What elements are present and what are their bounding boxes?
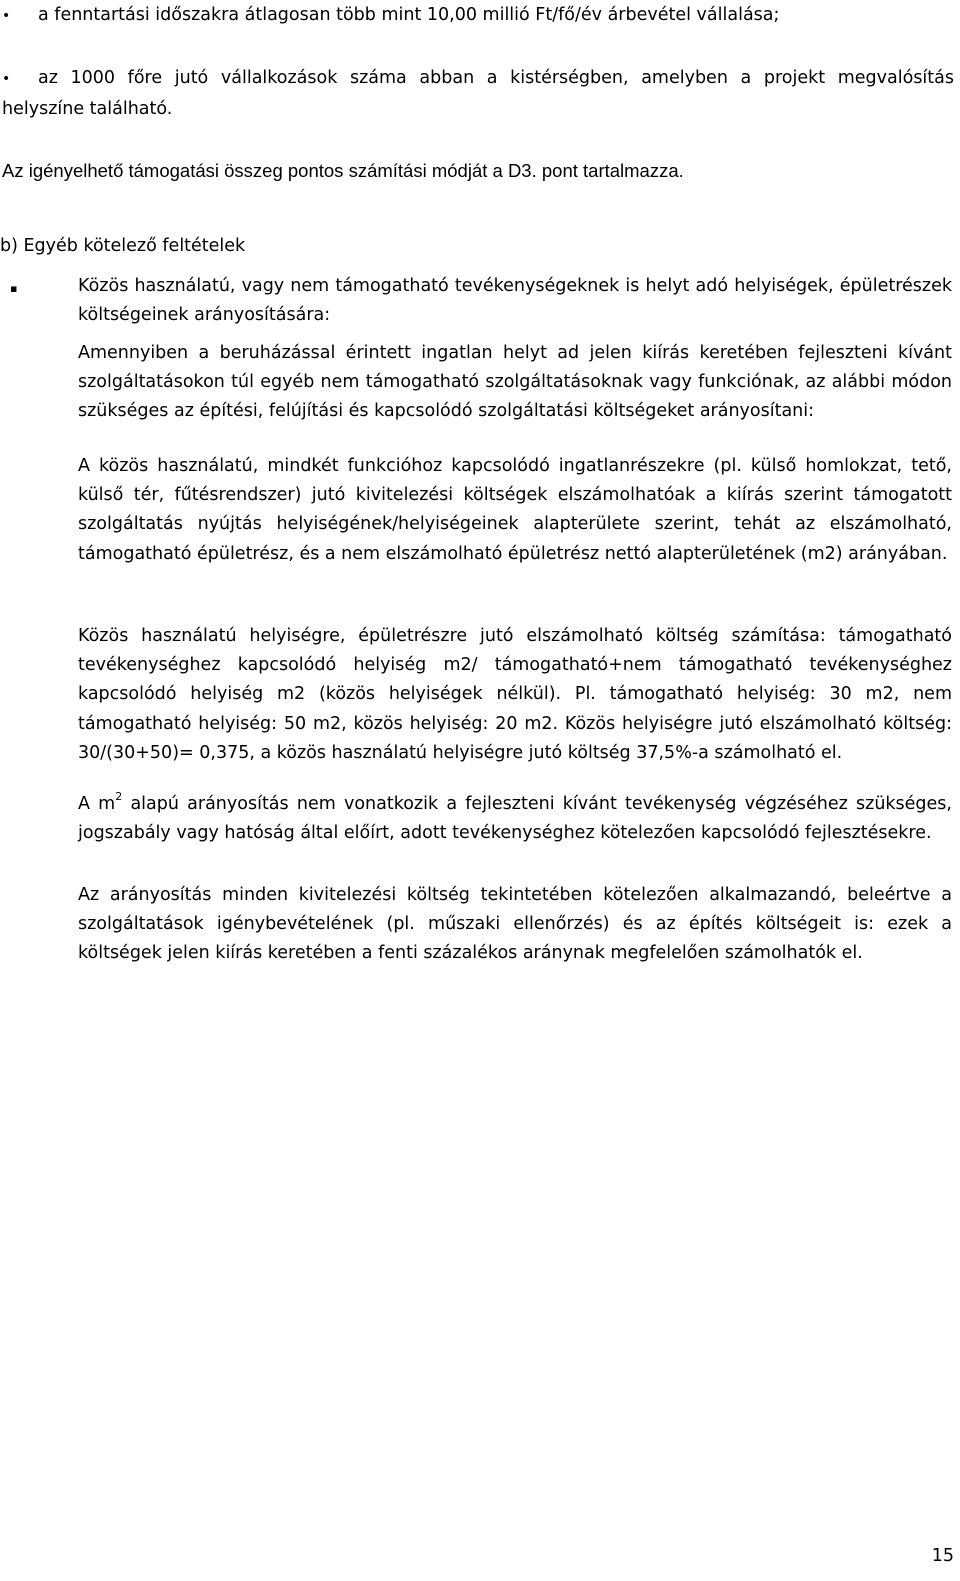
- section-b-item-title: Közös használatú, vagy nem támogatható tevékenységeknek is helyt adó helyiségek, épületrészek költségeinek arányosítására:: [78, 276, 952, 326]
- section-b-heading: b) Egyéb kötelező feltételek: [0, 236, 246, 256]
- bullet-dot-icon: •: [2, 71, 11, 87]
- bullet-text: a fenntartási időszakra átlagosan több mint 10,00 millió Ft/fő/év árbevétel vállalása;: [38, 5, 780, 25]
- paragraph-mandatory-proportioning: Az arányosítás minden kivitelezési költség tekintetében kötelezően alkalmazandó, beleértve a szolgáltatások igénybevételének (pl. műszaki ellenőrzés) és az építés költségeit is: ezek a költségek jelen kiírás keretében a fenti százalékos aránynak megfelelően számolhatók el.: [78, 885, 952, 964]
- square-bullet-icon: ▪: [10, 282, 18, 295]
- paragraph-m2-exception: A $m^2$ alapú arányosítás nem vonatkozik a fejleszteni kívánt tevékenység végzéséhez szükséges, jogszabály vagy hatóság által előírt, adott tevékenységhez kötelezően kapcsolódó fejlesztésekre.: [78, 790, 952, 844]
- bullet-item-revenue: [2, 0, 954, 31]
- paragraph-cost-calculation: Közös használatú helyiségre, épületrészre jutó elszámolható költség számítása: támogatható tevékenységhez kapcsolódó helyiség m2/ támogatható+nem támogatható tevékenységhez kapcsolódó helyiség m2 (közös helyiségek nélkül). Pl. támogatható helyiség: 30 m2, nem támogatható helyiség: 50 m2, közös helyiség: 20 m2. Közös helyiségre jutó elszámolható költség: 30/(30+50)= 0,375, a közös használatú helyiségre jutó költség 37,5%-a számolható el.: [78, 626, 952, 763]
- page-number: 15: [931, 1546, 954, 1566]
- superscript-two: 2: [115, 790, 123, 803]
- bullet-item-enterprises: [2, 63, 954, 124]
- calculation-note: Az igényelhető támogatási összeg pontos számítási módját a D3. pont tartalmazza.: [2, 160, 684, 181]
- paragraph-common-areas: A közös használatú, mindkét funkcióhoz kapcsolódó ingatlanrészekre (pl. külső homlokzat, tető, külső tér, fűtésrendszer) jutó kivitelezési költségek elszámolhatóak a kiírás szerint támogatott szolgáltatás nyújtás helyiségének/helyiségeinek alapterülete szerint, tehát az elszámolható, támogatható épületrész, és a nem elszámolható épületrész nettó alapterületének (m2) arányában.: [78, 456, 952, 564]
- paragraph-proportioning-intro: Amennyiben a beruházással érintett ingatlan helyt ad jelen kiírás keretében fejleszteni kívánt szolgáltatásokon túl egyéb nem támogatható szolgáltatásoknak vagy funkciónak, az alábbi módon szükséges az építési, felújítási és kapcsolódó szolgáltatási költségeket arányosítani:: [78, 343, 952, 422]
- bullet-text: az 1000 főre jutó vállalkozások száma abban a kistérségben, amelyben a projekt megvalósítás helyszíne található.: [2, 68, 954, 119]
- bullet-dot-icon: •: [2, 8, 11, 24]
